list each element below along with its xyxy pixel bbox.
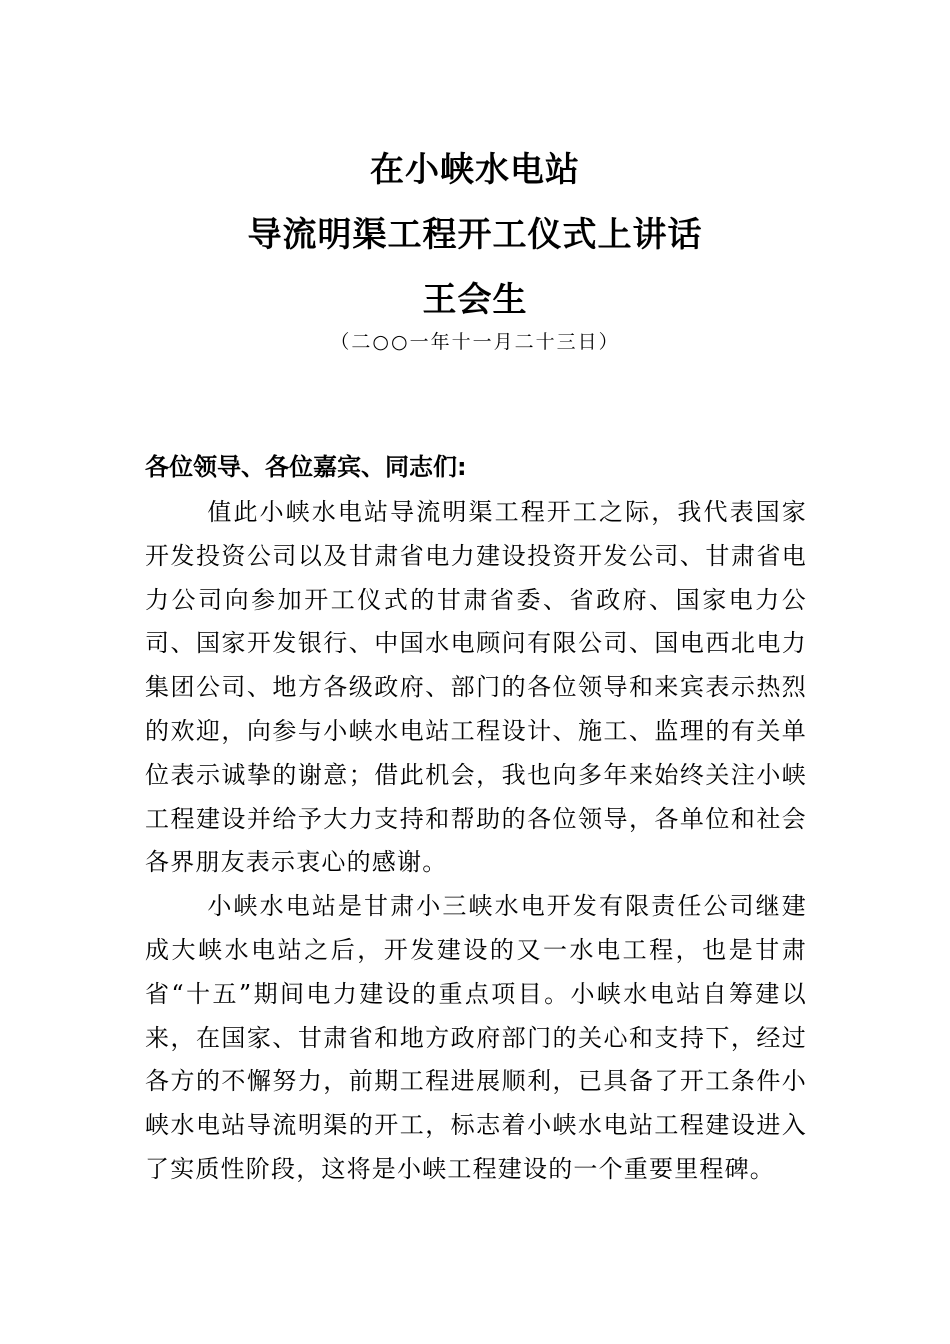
speech-date: （二○○一年十一月二十三日）	[330, 331, 620, 353]
author-name: 王会生	[422, 280, 528, 320]
title-block	[0, 150, 950, 320]
speech-body	[145, 491, 807, 1192]
paragraph-1: 值此小峡水电站导流明渠工程开工之际，我代表国家开发投资公司以及甘肃省电力建设投资开发公司、甘肃省电力公司向参加开工仪式的甘肃省委、省政府、国家电力公司、国家开发银行、中国水电顾问有限公司、国电西北电力集团公司、地方各级政府、部门的各位领导和来宾表示热烈的欢迎，向参与小峡水电站工程设计、施工、监理的有关单位表示诚挚的谢意；借此机会，我也向多年来始终关注小峡工程建设并给予大力支持和帮助的各位领导，各单位和社会各界朋友表示衷心的感谢。	[145, 498, 807, 877]
salutation: 各位领导、各位嘉宾、同志们:	[145, 453, 467, 481]
title-line-2: 导流明渠工程开工仪式上讲话	[247, 215, 703, 255]
paragraph-2: 小峡水电站是甘肃小三峡水电开发有限责任公司继建成大峡水电站之后，开发建设的又一水电工程，也是甘肃省“十五”期间电力建设的重点项目。小峡水电站自筹建以来，在国家、甘肃省和地方政府部门的关心和支持下，经过各方的不懈努力，前期工程进展顺利，已具备了开工条件小峡水电站导流明渠的开工，标志着小峡水电站工程建设进入了实质性阶段，这将是小峡工程建设的一个重要里程碑。	[145, 892, 807, 1183]
title-line-1: 在小峡水电站	[370, 150, 580, 190]
